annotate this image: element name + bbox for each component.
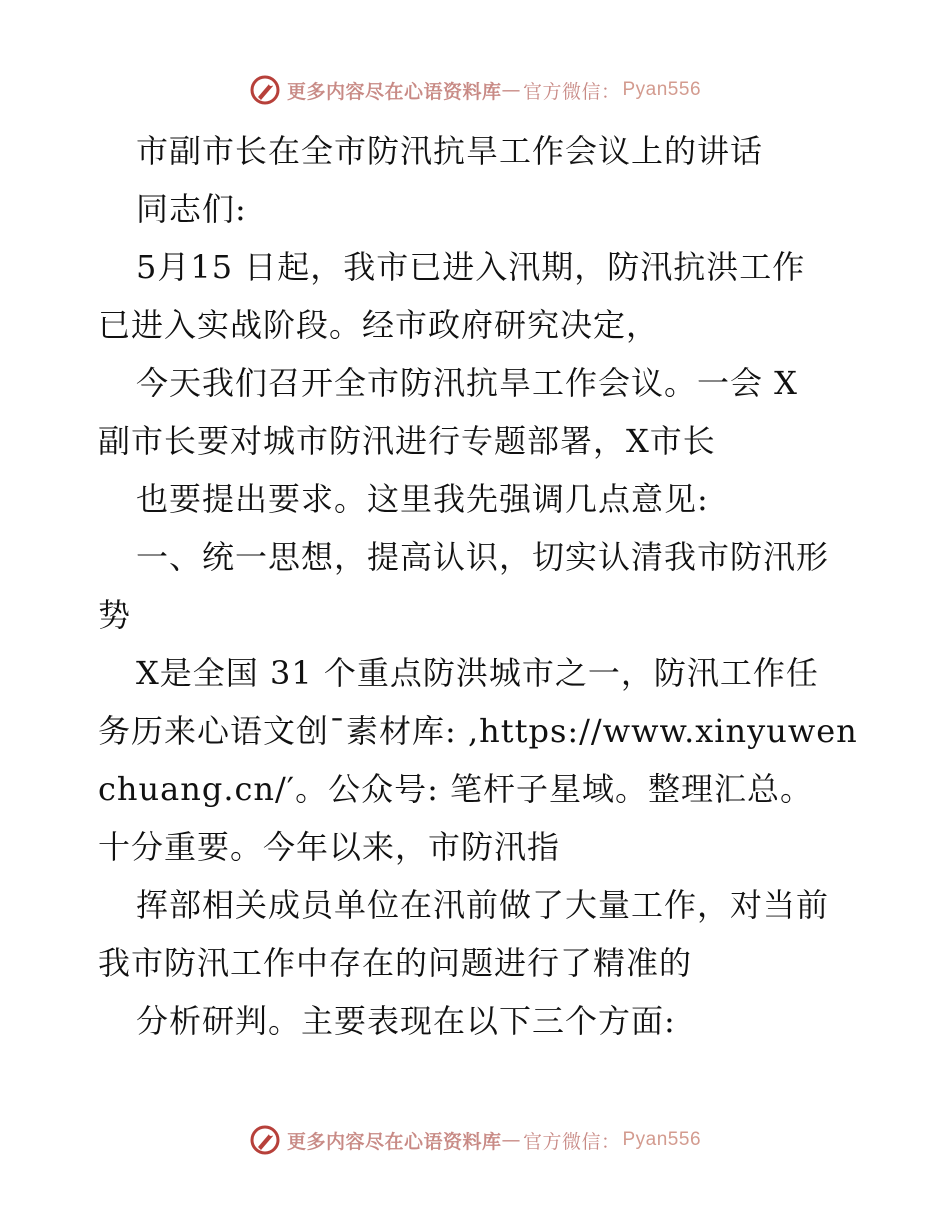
- banner-dash: —: [501, 1129, 521, 1151]
- paragraph-line: 5月15 日起，我市已进入汛期，防汛抗洪工作: [136, 248, 806, 286]
- document-body: [98, 122, 858, 1050]
- banner-main-text: 更多内容尽在心语资料库: [286, 80, 502, 103]
- paragraph-line: 十分重要。今年以来，市防汛指: [98, 828, 561, 866]
- paragraph-line: X是全国 31 个重点防洪城市之一，防汛工作任: [136, 654, 819, 692]
- paragraph-line: 今天我们召开全市防汛抗旱工作会议。一会 X: [136, 364, 798, 402]
- footer-watermark: [0, 1120, 950, 1160]
- salutation: 同志们:: [136, 190, 247, 228]
- paragraph-line: 挥部相关成员单位在汛前做了大量工作，对当前: [136, 886, 830, 924]
- section-heading-cont: 势: [98, 596, 132, 634]
- pen-logo-icon: [249, 74, 281, 106]
- paragraph-line: 也要提出要求。这里我先强调几点意见:: [136, 480, 709, 518]
- banner-wechat-id: Pyan556: [622, 79, 702, 100]
- paragraph-line: 务历来心语文创¯素材库: ,https://www.xinyuwen: [98, 712, 858, 750]
- pen-logo-icon: [249, 1124, 281, 1156]
- document-title: 市副市长在全市防汛抗旱工作会议上的讲话: [136, 132, 764, 170]
- paragraph-line: 分析研判。主要表现在以下三个方面:: [136, 1002, 676, 1040]
- paragraph-line: 副市长要对城市防汛进行专题部署，X市长: [98, 422, 716, 460]
- paragraph-line: 已进入实战阶段。经市政府研究决定，: [98, 306, 660, 344]
- section-heading: 一、统一思想，提高认识，切实认清我市防汛形: [136, 538, 830, 576]
- paragraph-line: chuang.cn/′。公众号: 笔杆子星域。整理汇总。: [98, 770, 814, 808]
- banner-dash: —: [501, 79, 521, 101]
- paragraph-line: 我市防汛工作中存在的问题进行了精准的: [98, 944, 693, 982]
- banner-wechat-label: 官方微信：: [522, 1130, 621, 1153]
- banner-wechat-label: 官方微信：: [522, 80, 621, 103]
- header-watermark: [0, 70, 950, 110]
- banner-wechat-id: Pyan556: [622, 1129, 702, 1150]
- banner-main-text: 更多内容尽在心语资料库: [286, 1130, 502, 1153]
